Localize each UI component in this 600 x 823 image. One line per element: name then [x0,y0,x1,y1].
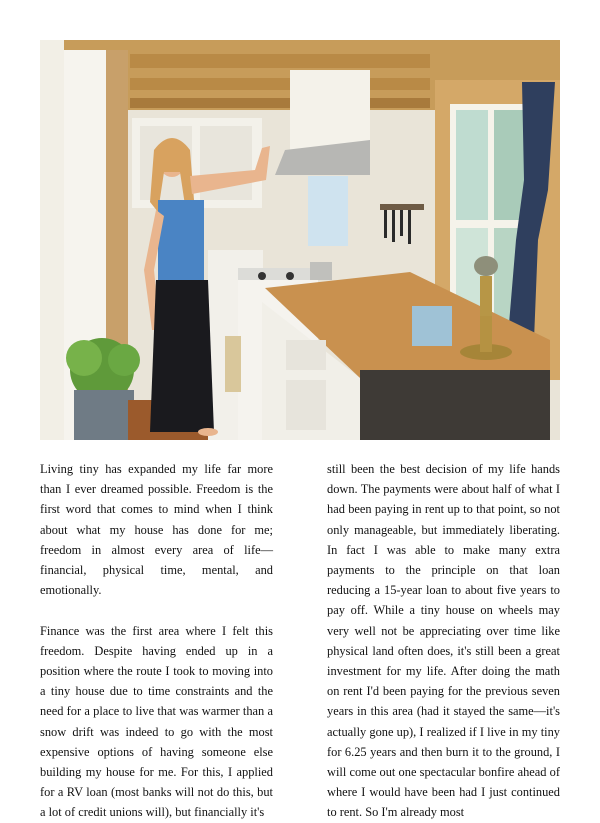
paragraph: Finance was the first area where I felt this freedom. Despite having ended up in a position where the route I took to moving into a tiny house due to time constraints and the need for a place to live that was warmer than a snow drift was indeed to go with the most expensive options of having someone else building my house for me. For this, I applied for a RV loan (most banks will not do this, but a lot of credit unions will), but financially it's [40,623,273,820]
kitchen-photo [40,40,560,440]
article-column-right [327,459,560,823]
article-column-left [40,459,273,823]
paragraph: Living tiny has expanded my life far more than I ever dreamed possible. Freedom is the first word that comes to mind when I think about what my house has done for me; freedom in almost every area of life—financial, physical time, mental, and emotionally. [40,462,273,598]
paragraph: still been the best decision of my life hands down. The payments were about half of what I had been paying in rent up to that point, so not only manageable, but immediately liberating. In fact I was able to make many extra payments to the principle on that loan reducing a 15-year loan to about five years to pay off. While a tiny house on wheels may very well not be appreciating over time like physical land often does, it's still been a great investment for my life. After doing the math on rent I'd been paying for the previous seven years in this area (had it stayed the same—it's actually gone up), I realized if I live in my tiny for 6.25 years and then burn it to the ground, I will come out one spectacular bonfire ahead of where I would have been had I just continued to rent. So I'm already most [327,462,560,820]
